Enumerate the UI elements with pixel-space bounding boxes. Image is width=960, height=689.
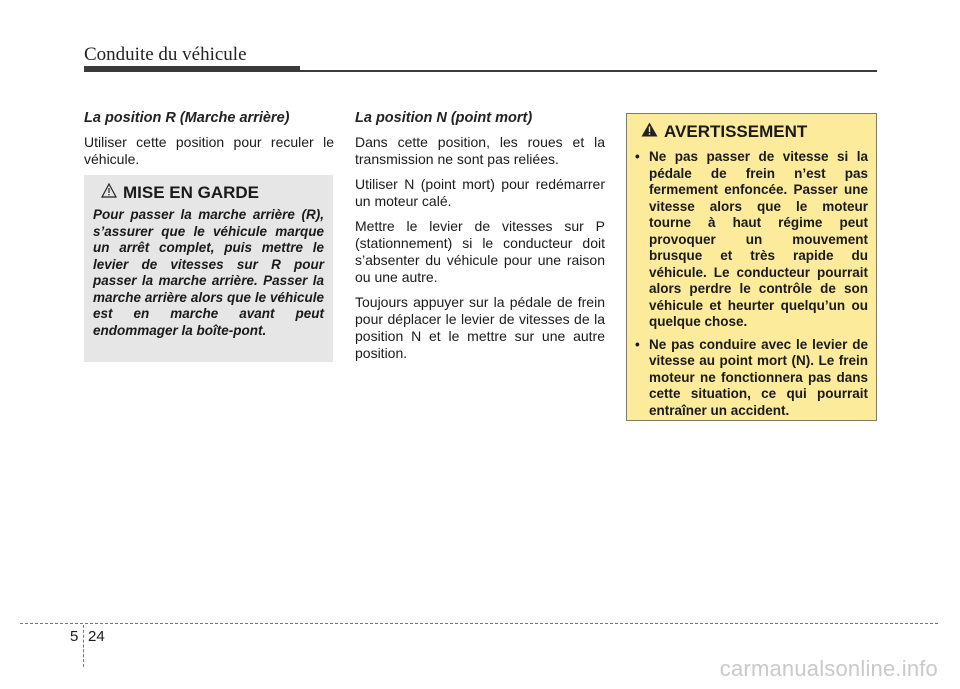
bullet: • bbox=[635, 149, 640, 164]
footer-rule bbox=[20, 623, 938, 624]
warning-item-text: Ne pas conduire avec le levier de vitesse au point mort (N). Le frein moteur ne fonctionnera pas dans cette situation, ce qui pourrait entraîner un accident. bbox=[649, 336, 868, 418]
caution-box bbox=[84, 175, 333, 362]
section-heading-neutral: La position N (point mort) bbox=[355, 110, 533, 126]
page-header-title: Conduite du véhicule bbox=[84, 44, 247, 65]
neutral-paragraph: Mettre le levier de vitesses sur P (stationnement) si le conducteur doit s’absenter du véhicule pour une raison ou une autre. bbox=[355, 218, 605, 285]
warning-item-text: Ne pas passer de vitesse si la pédale de frein n’est pas fermement enfoncée. Passer une vitesse alors que le moteur tourne à haut régime peut provoquer un mouvement brusque et très rapide du véhicule. Le conducteur pourrait alors perdre le contrôle de son véhicule et heurter quelqu’un ou quelque chose. bbox=[649, 149, 868, 329]
list-item bbox=[635, 149, 868, 331]
page-section-number: 5 bbox=[70, 628, 79, 645]
header-rule-thin bbox=[300, 70, 877, 72]
caution-title-text: MISE EN GARDE bbox=[123, 183, 260, 202]
warning-triangle-filled-icon bbox=[641, 122, 658, 142]
reverse-paragraph: Utiliser cette position pour reculer le véhicule. bbox=[84, 134, 334, 167]
watermark: carmanualsonline.info bbox=[719, 656, 938, 681]
warning-triangle-icon bbox=[101, 183, 117, 203]
neutral-paragraph: Toujours appuyer sur la pédale de frein pour déplacer le levier de vitesses de la position N et le mettre sur une autre position. bbox=[355, 294, 605, 361]
neutral-paragraph: Utiliser N (point mort) pour redémarrer un moteur calé. bbox=[355, 176, 605, 209]
warning-list bbox=[635, 149, 868, 419]
footer-divider bbox=[83, 625, 84, 667]
neutral-paragraph: Dans cette position, les roues et la transmission ne sont pas reliées. bbox=[355, 134, 605, 167]
list-item bbox=[635, 337, 868, 420]
left-column bbox=[84, 110, 334, 176]
page-number: 24 bbox=[88, 628, 105, 645]
header-rule-thick bbox=[84, 66, 300, 72]
section-heading-reverse: La position R (Marche arrière) bbox=[84, 110, 290, 126]
warning-title bbox=[641, 122, 868, 142]
middle-column bbox=[355, 110, 605, 370]
warning-box bbox=[626, 113, 877, 421]
caution-body: Pour passer la marche arrière (R), s’assurer que le véhicule marque un arrêt complet, puis mettre le levier de vitesses sur R pour passer la marche arrière. Passer la marche arrière alors que le véhicule est en marche avant peut endommager la boîte-pont. bbox=[93, 207, 324, 338]
caution-title bbox=[101, 183, 324, 203]
warning-title-text: AVERTISSEMENT bbox=[664, 122, 808, 141]
bullet: • bbox=[635, 336, 640, 352]
